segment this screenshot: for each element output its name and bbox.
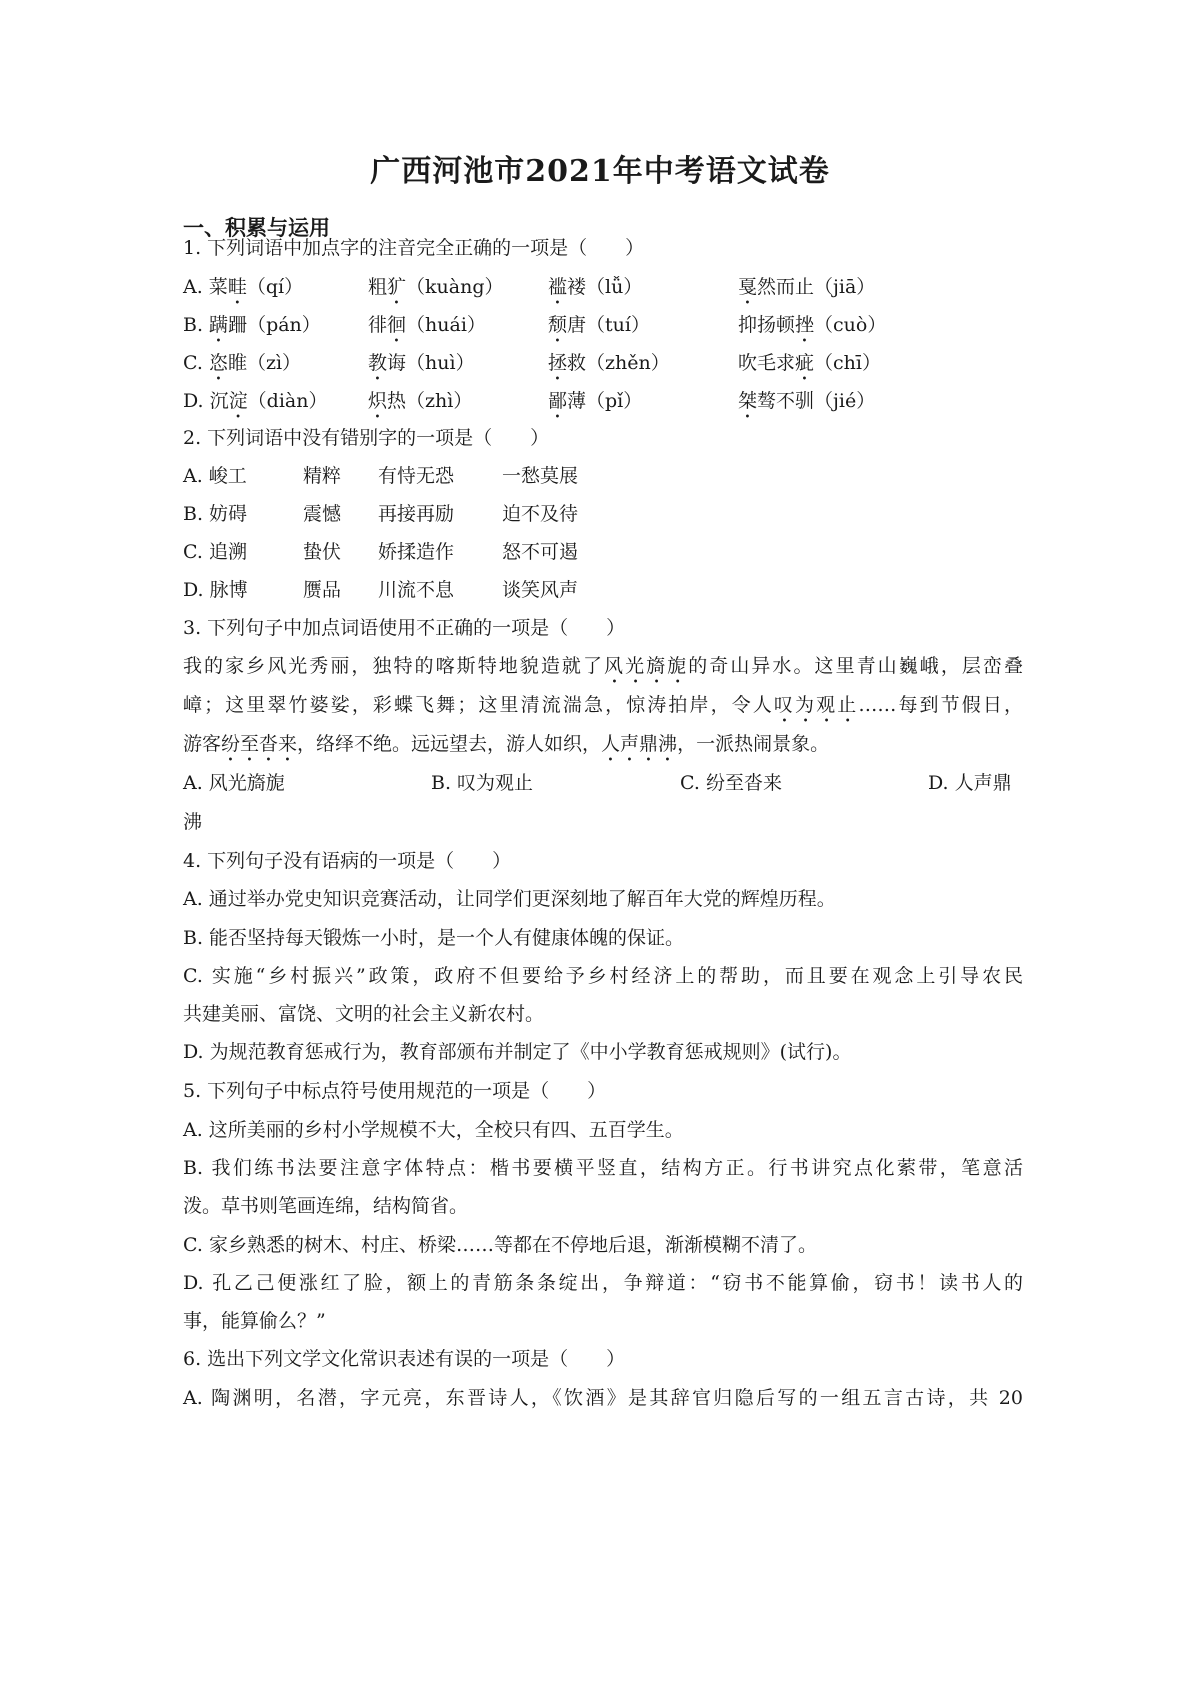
q1-option-item: 教诲（huì） bbox=[368, 352, 475, 374]
q2-word: 一愁莫展 bbox=[502, 465, 579, 487]
q1-option-item: 拯救（zhěn） bbox=[548, 352, 670, 374]
dotted-char: 恣 bbox=[208, 352, 228, 374]
q3-option-c: C. 纷至沓来 bbox=[680, 772, 782, 794]
q1-option-item: 炽热（zhì） bbox=[368, 390, 473, 412]
q3-passage-line-1: 我的家乡风光秀丽，独特的喀斯特地貌造就了风光旖旎的奇山异水。这里青山巍峨，层峦叠 bbox=[183, 655, 1023, 677]
q1-option-item: C. 恣睢（zì） bbox=[183, 352, 302, 374]
q1-option-item: 徘徊（huái） bbox=[368, 314, 486, 336]
q2-option-label-word: B. 妨碍 bbox=[183, 503, 248, 525]
q6-stem: 6. 选出下列文学文化常识表述有误的一项是（ ） bbox=[183, 1348, 626, 1370]
q3-dotted-phrase: 风光旖旎 bbox=[604, 655, 689, 677]
dotted-char: 炽 bbox=[368, 390, 388, 412]
q2-word: 川流不息 bbox=[378, 579, 455, 601]
q5-option-d: D. 孔乙己便涨红了脸，额上的青筋条条绽出，争辩道：“窃书不能算偷，窃书！读书人的 bbox=[183, 1272, 1023, 1294]
q2-option-row bbox=[183, 539, 1023, 565]
dotted-char: 桀 bbox=[738, 390, 758, 412]
q2-word: 再接再励 bbox=[378, 503, 455, 525]
q1-option-item: 抑扬顿挫（cuò） bbox=[738, 314, 887, 336]
dotted-char: 颓 bbox=[548, 314, 568, 336]
q3-dotted-phrase: 人声鼎沸 bbox=[601, 733, 678, 755]
dotted-char: 淀 bbox=[228, 390, 248, 412]
q5-option-b: B. 我们练书法要注意字体特点：楷书要横平竖直，结构方正。行书讲究点化萦带，笔意活 bbox=[183, 1157, 1023, 1179]
q1-stem: 1. 下列词语中加点字的注音完全正确的一项是（ ） bbox=[183, 237, 645, 259]
dotted-char: 鄙 bbox=[548, 390, 568, 412]
q2-option-label-word: C. 追溯 bbox=[183, 541, 247, 563]
dotted-char: 蹒 bbox=[209, 314, 229, 336]
q2-word: 怒不可遏 bbox=[502, 541, 579, 563]
q4-option-b: B. 能否坚持每天锻炼一小时，是一个人有健康体魄的保证。 bbox=[183, 927, 685, 949]
q2-word: 有恃无恐 bbox=[378, 465, 455, 487]
q1-option-item: 桀骜不驯（jié） bbox=[738, 390, 876, 412]
q2-option-row bbox=[183, 577, 1023, 603]
q2-option-row bbox=[183, 463, 1023, 489]
q3-option-d: D. 人声鼎 bbox=[928, 772, 1012, 794]
q4-option-a: A. 通过举办党史知识竞赛活动，让同学们更深刻地了解百年大党的辉煌历程。 bbox=[183, 888, 836, 910]
q2-option-label-word: D. 脉博 bbox=[183, 579, 248, 601]
q5-option-a: A. 这所美丽的乡村小学规模不大，全校只有四、五百学生。 bbox=[183, 1119, 684, 1141]
dotted-char: 教 bbox=[368, 352, 388, 374]
q2-stem: 2. 下列词语中没有错别字的一项是（ ） bbox=[183, 427, 550, 449]
q6-option-a: A. 陶渊明，名潜，字元亮，东晋诗人，《饮酒》是其辞官归隐后写的一组五言古诗，共 20 bbox=[183, 1387, 1023, 1409]
q2-word: 娇揉造作 bbox=[378, 541, 455, 563]
section-heading: 一、积累与运用 bbox=[183, 215, 330, 240]
q5-option-b-cont: 泼。草书则笔画连绵，结构简省。 bbox=[183, 1195, 469, 1217]
dotted-char: 挫 bbox=[795, 314, 815, 336]
q3-option-a: A. 风光旖旎 bbox=[183, 772, 285, 794]
q2-option-label-word: A. 峻工 bbox=[183, 465, 247, 487]
q1-option-row bbox=[183, 312, 1023, 338]
q4-option-c-cont: 共建美丽、富饶、文明的社会主义新农村。 bbox=[183, 1003, 545, 1025]
q3-dotted-phrase: 纷至沓来 bbox=[221, 733, 298, 755]
q1-option-item: 褴褛（lǚ） bbox=[548, 276, 643, 298]
dotted-char: 畦 bbox=[227, 276, 247, 298]
q1-option-item: 吹毛求疵（chī） bbox=[738, 352, 881, 374]
dotted-char: 拯 bbox=[548, 352, 568, 374]
q2-word: 精粹 bbox=[303, 465, 342, 487]
q1-option-row bbox=[183, 274, 1023, 300]
q3-passage-line-3: 游客纷至沓来，络绎不绝。远远望去，游人如织，人声鼎沸，一派热闹景象。 bbox=[183, 733, 830, 755]
dotted-char: 犷 bbox=[387, 276, 407, 298]
q2-word: 蛰伏 bbox=[303, 541, 342, 563]
dotted-char: 戛 bbox=[738, 276, 758, 298]
q3-option-d-wrap: 沸 bbox=[183, 811, 203, 833]
q3-dotted-phrase: 叹为观止 bbox=[773, 694, 859, 716]
q4-stem: 4. 下列句子没有语病的一项是（ ） bbox=[183, 850, 512, 872]
page-title: 广西河池市2021年中考语文试卷 bbox=[370, 154, 830, 189]
q4-option-c: C. 实施“乡村振兴”政策，政府不但要给予乡村经济上的帮助，而且要在观念上引导农民 bbox=[183, 965, 1023, 987]
q4-option-d: D. 为规范教育惩戒行为，教育部颁布并制定了《中小学教育惩戒规则》(试行)。 bbox=[183, 1041, 852, 1063]
q1-option-row bbox=[183, 388, 1023, 414]
q1-option-item: 鄙薄（pǐ） bbox=[548, 390, 643, 412]
q1-option-item: 粗犷（kuàng） bbox=[368, 276, 504, 298]
q2-option-row bbox=[183, 501, 1023, 527]
q1-option-item: 颓唐（tuí） bbox=[548, 314, 650, 336]
q2-word: 赝品 bbox=[303, 579, 342, 601]
q2-word: 震憾 bbox=[303, 503, 342, 525]
q1-option-item: 戛然而止（jiā） bbox=[738, 276, 876, 298]
dotted-char: 疵 bbox=[795, 352, 815, 374]
q5-option-d-cont: 事，能算偷么？” bbox=[183, 1310, 326, 1332]
q3-passage-line-2: 嶂；这里翠竹婆娑，彩蝶飞舞；这里清流湍急，惊涛拍岸，令人叹为观止……每到节假日， bbox=[183, 694, 1023, 716]
q2-word: 迫不及待 bbox=[502, 503, 579, 525]
dotted-char: 徊 bbox=[387, 314, 407, 336]
q5-stem: 5. 下列句子中标点符号使用规范的一项是（ ） bbox=[183, 1080, 607, 1102]
dotted-char: 褴 bbox=[548, 276, 568, 298]
q3-stem: 3. 下列句子中加点词语使用不正确的一项是（ ） bbox=[183, 617, 626, 639]
q2-word: 谈笑风声 bbox=[502, 579, 579, 601]
q5-option-c: C. 家乡熟悉的树木、村庄、桥梁……等都在不停地后退，渐渐模糊不清了。 bbox=[183, 1234, 817, 1256]
q1-option-item: A. 菜畦（qí） bbox=[183, 276, 304, 298]
q1-option-item: B. 蹒跚（pán） bbox=[183, 314, 321, 336]
q3-option-b: B. 叹为观止 bbox=[431, 772, 534, 794]
q1-option-item: D. 沉淀（diàn） bbox=[183, 390, 328, 412]
q3-options bbox=[183, 770, 1023, 796]
q1-option-row bbox=[183, 350, 1023, 376]
